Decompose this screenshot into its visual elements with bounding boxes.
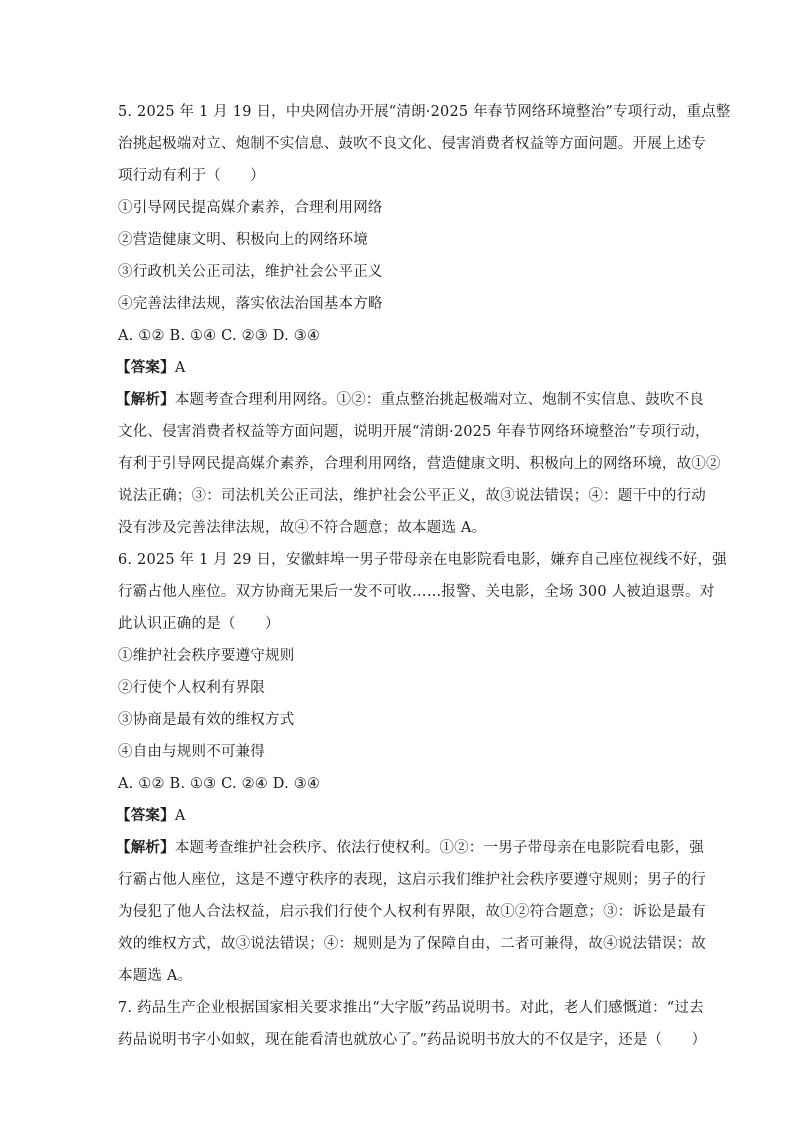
answer-label: 【答案】 (116, 359, 175, 376)
question-stem-line: 治挑起极端对立、炮制不实信息、鼓吹不良文化、侵害消费者权益等方面问题。开展上述专 (118, 136, 706, 152)
question-stem-line: 5. 2025 年 1 月 19 日，中央网信办开展“清朗·2025 年春节网络环境整治”专项行动，重点整 (118, 104, 731, 120)
analysis-text: 没有涉及完善法律法规，故④不符合题意；故本题选 A。 (118, 520, 487, 536)
question-stem-line: 项行动有利于（ ） (118, 168, 265, 184)
analysis-text: 文化、侵害消费者权益等方面问题，说明开展“清朗·2025 年春节网络环境整治”专项行动， (118, 424, 710, 440)
question-stem-line: 行霸占他人座位。双方协商无果后一发不可收……报警、关电影，全场 300 人被迫退票。对 (118, 584, 715, 600)
analysis-text: 说法正确；③：司法机关公正司法，维护社会公平正义，故③说法错误；④：题干中的行动 (118, 488, 706, 504)
analysis-text: 本题考查合理利用网络。①②：重点整治挑起极端对立、炮制不实信息、鼓吹不良 (174, 392, 705, 408)
answer-value: A (174, 360, 186, 376)
option-item: ④自由与规则不可兼得 (118, 744, 265, 760)
analysis-label: 【解析】 (116, 391, 175, 408)
analysis-line (116, 384, 705, 416)
choice-list: A. ①② B. ①③ C. ②④ D. ③④ (118, 776, 321, 792)
option-item: ①维护社会秩序要遵守规则 (118, 648, 295, 664)
analysis-line (116, 832, 705, 864)
option-item: ③协商是最有效的维权方式 (118, 712, 295, 728)
question-stem-line: 6. 2025 年 1 月 29 日，安徽蚌埠一男子带母亲在电影院看电影，嫌弃自己座位视线不好，强 (118, 552, 727, 568)
question-stem-line: 7. 药品生产企业根据国家相关要求推出“大字版”药品说明书。对此，老人们感慨道：“过去 (118, 1000, 704, 1016)
question-stem-line: 此认识正确的是（ ） (118, 616, 280, 632)
analysis-text: 本题选 A。 (118, 968, 193, 984)
answer-line (116, 352, 683, 384)
option-item: ①引导网民提高媒介素养，合理利用网络 (118, 200, 383, 216)
question-7 (118, 992, 707, 1056)
option-item: ②行使个人权利有界限 (118, 680, 265, 696)
answer-line (116, 800, 683, 832)
option-item: ②营造健康文明、积极向上的网络环境 (118, 232, 368, 248)
option-item: ④完善法律法规，落实依法治国基本方略 (118, 296, 383, 312)
question-6 (116, 544, 727, 992)
question-list (116, 96, 731, 1056)
question-stem-line: 药品说明书字小如蚁，现在能看清也就放心了。”药品说明书放大的不仅是字，还是（ ） (118, 1032, 707, 1048)
answer-label: 【答案】 (116, 807, 175, 824)
analysis-text: 本题考查维护社会秩序、依法行使权利。①②：一男子带母亲在电影院看电影，强 (174, 840, 705, 856)
analysis-text: 为侵犯了他人合法权益，启示我们行使个人权利有界限，故①②符合题意；③：诉讼是最有 (118, 904, 706, 920)
analysis-text: 有利于引导网民提高媒介素养，合理利用网络，营造健康文明、积极向上的网络环境，故①② (118, 456, 721, 472)
option-item: ③行政机关公正司法，维护社会公平正义 (118, 264, 383, 280)
answer-value: A (174, 808, 186, 824)
question-5 (116, 96, 731, 544)
analysis-label: 【解析】 (116, 839, 175, 856)
analysis-text: 效的维权方式，故③说法错误；④：规则是为了保障自由，二者可兼得，故④说法错误；故 (118, 936, 706, 952)
document-page (116, 96, 731, 1056)
choice-list: A. ①② B. ①④ C. ②③ D. ③④ (118, 328, 321, 344)
analysis-text: 行霸占他人座位，这是不遵守秩序的表现，这启示我们维护社会秩序要遵守规则；男子的行 (118, 872, 706, 888)
